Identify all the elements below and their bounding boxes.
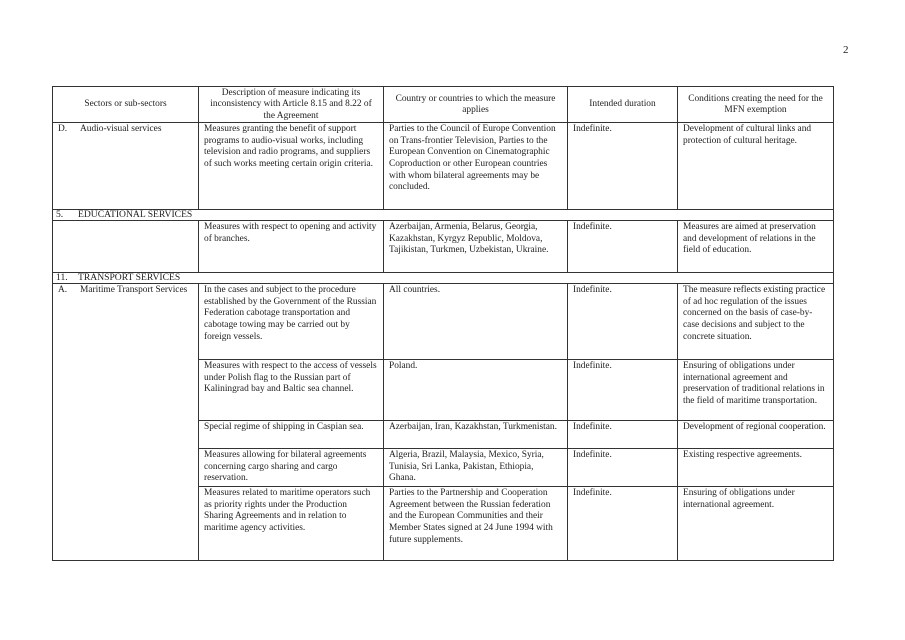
conditions-cell: Measures are aimed at preservation and development of relations in the field of education. [678, 221, 834, 273]
conditions-cell: Development of regional cooperation. [678, 421, 834, 449]
sector-cell [53, 284, 199, 561]
duration-cell: Indefinite. [568, 360, 678, 421]
countries-cell: All countries. [384, 284, 568, 360]
sector-label: Audio-visual services [80, 124, 162, 135]
header-conditions: Conditions creating the need for the MFN exemption [678, 87, 834, 123]
header-sector: Sectors or sub-sectors [53, 87, 199, 123]
section-number: 11. [56, 272, 68, 284]
section-label: TRANSPORT SERVICES [78, 272, 181, 284]
description-cell: Special regime of shipping in Caspian sea. [199, 421, 384, 449]
sector-label: Maritime Transport Services [80, 285, 188, 296]
countries-cell: Poland. [384, 360, 568, 421]
conditions-cell: Development of cultural links and protection of cultural heritage. [678, 123, 834, 210]
countries-cell: Parties to the Council of Europe Convention on Trans-frontier Television, Parties to the European Convention on Cinematographic Coproduction or other European countries with whom bilateral agreements may be concluded. [384, 123, 568, 210]
table-row-maritime-1 [53, 284, 834, 360]
description-cell: Measures related to maritime operators such as priority rights under the Production Sharing Agreements and in relation to maritime agency activities. [199, 487, 384, 561]
duration-cell: Indefinite. [568, 449, 678, 487]
duration-cell: Indefinite. [568, 284, 678, 360]
header-row [53, 87, 834, 123]
countries-cell: Azerbaijan, Armenia, Belarus, Georgia, Kazakhstan, Kyrgyz Republic, Moldova, Tajikistan, Turkmen, Uzbekistan, Ukraine. [384, 221, 568, 273]
header-description: Description of measure indicating its inconsistency with Article 8.15 and 8.22 of the Agreement [199, 87, 384, 123]
header-countries: Country or countries to which the measure applies [384, 87, 568, 123]
duration-cell: Indefinite. [568, 221, 678, 273]
table-row-audiovisual [53, 123, 834, 210]
description-cell: In the cases and subject to the procedure established by the Government of the Russian Federation cabotage transportation and cabotage towing may be carried out by foreign vessels. [199, 284, 384, 360]
sector-cell [53, 221, 199, 273]
section-number: 5. [56, 209, 64, 221]
description-cell: Measures with respect to opening and activity of branches. [199, 221, 384, 273]
sector-cell [53, 123, 199, 210]
duration-cell: Indefinite. [568, 421, 678, 449]
conditions-cell: The measure reflects existing practice of ad hoc regulation of the issues concerned on the basis of case-by-case decisions and subject to the concrete situation. [678, 284, 834, 360]
countries-cell: Azerbaijan, Iran, Kazakhstan, Turkmenistan. [384, 421, 568, 449]
section-heading [53, 273, 834, 284]
description-cell: Measures granting the benefit of support programs to audio-visual works, including television and radio programs, and suppliers of such works meeting certain origin criteria. [199, 123, 384, 210]
header-duration: Intended duration [568, 87, 678, 123]
conditions-cell: Ensuring of obligations under international agreement. [678, 487, 834, 561]
section-label: EDUCATIONAL SERVICES [78, 209, 193, 221]
section-heading [53, 210, 834, 221]
section-row-transport [53, 273, 834, 284]
table-row-educational [53, 221, 834, 273]
countries-cell: Parties to the Partnership and Cooperation Agreement between the Russian federation and the European Communities and their Member States signed at 24 June 1994 with future supplements. [384, 487, 568, 561]
duration-cell: Indefinite. [568, 123, 678, 210]
duration-cell: Indefinite. [568, 487, 678, 561]
mfn-exemptions-table [52, 86, 834, 561]
sector-number: D. [58, 124, 68, 135]
countries-cell: Algeria, Brazil, Malaysia, Mexico, Syria, Tunisia, Sri Lanka, Pakistan, Ethiopia, Ghana. [384, 449, 568, 487]
sector-number: A. [58, 285, 68, 296]
description-cell: Measures allowing for bilateral agreements concerning cargo sharing and cargo reservation. [199, 449, 384, 487]
conditions-cell: Ensuring of obligations under international agreement and preservation of traditional relations in the field of maritime transportation. [678, 360, 834, 421]
section-row-educational [53, 210, 834, 221]
conditions-cell: Existing respective agreements. [678, 449, 834, 487]
page-number: 2 [843, 44, 849, 56]
description-cell: Measures with respect to the access of vessels under Polish flag to the Russian part of Kaliningrad bay and Baltic sea channel. [199, 360, 384, 421]
